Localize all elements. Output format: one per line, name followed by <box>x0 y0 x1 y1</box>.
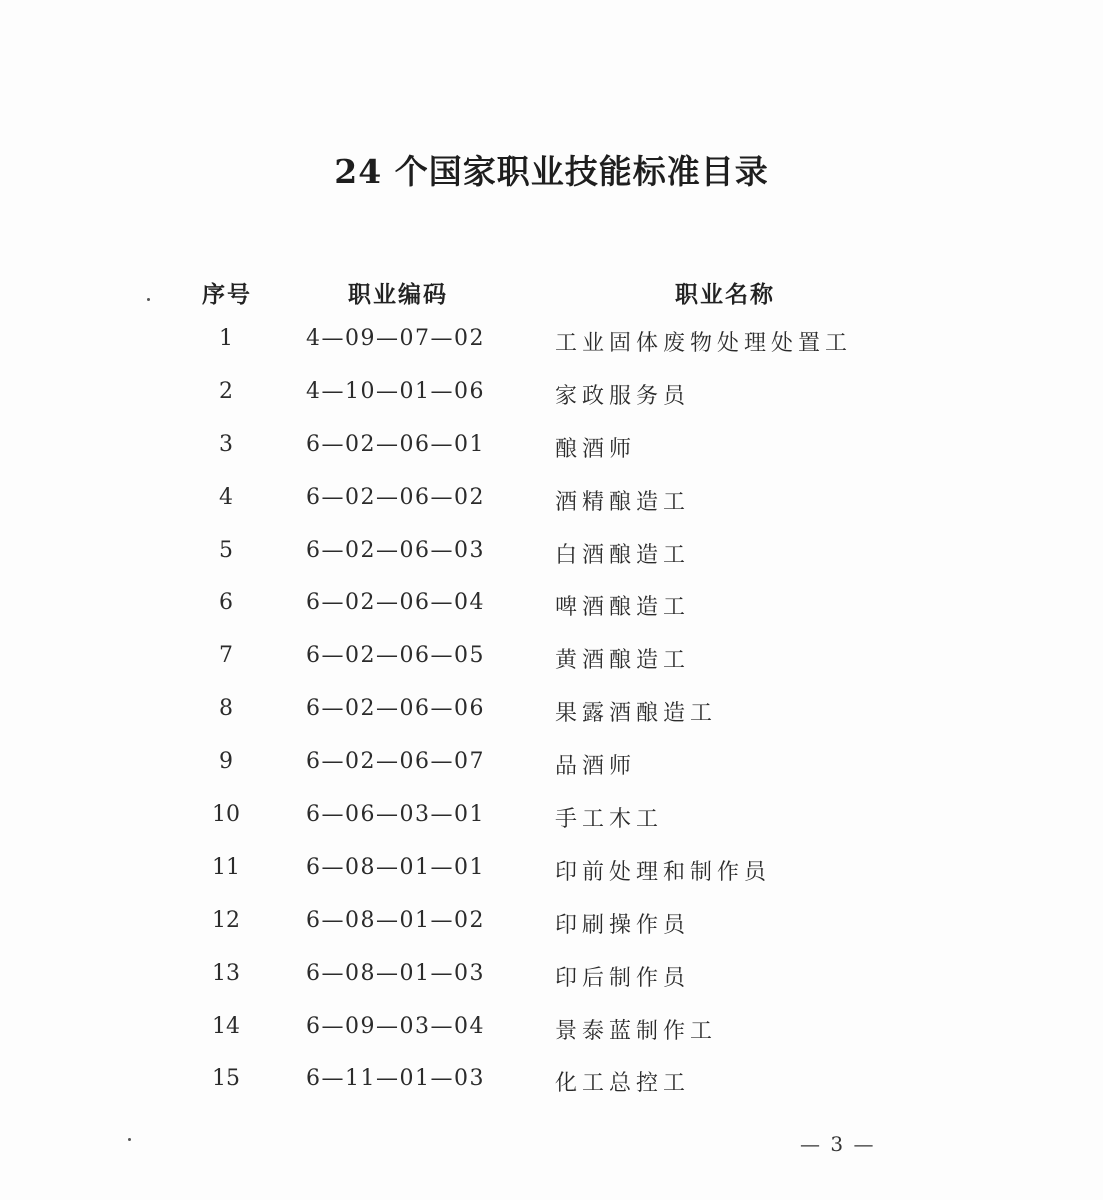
table-row <box>0 379 1103 432</box>
row-seq: 8 <box>219 696 233 722</box>
row-code: 6—08—01—02 <box>306 907 485 933</box>
occupation-table <box>0 326 1103 1119</box>
row-name: 印前处理和制作员 <box>555 859 772 885</box>
table-row <box>0 1014 1103 1067</box>
row-name: 白酒酿造工 <box>555 542 691 568</box>
row-seq: 4 <box>219 484 233 510</box>
row-name: 化工总控工 <box>555 1071 691 1097</box>
table-row <box>0 908 1103 961</box>
row-seq: 3 <box>219 431 233 457</box>
row-code: 6—02—06—03 <box>306 537 485 563</box>
table-row <box>0 696 1103 749</box>
row-name: 工业固体废物处理处置工 <box>555 331 853 356</box>
table-row <box>0 855 1103 908</box>
row-code: 6—02—06—05 <box>306 643 485 669</box>
table-row <box>0 432 1103 485</box>
row-code: 6—02—06—01 <box>306 431 485 457</box>
scan-speck <box>128 1138 131 1141</box>
header-seq: 序号 <box>202 282 252 308</box>
table-row <box>0 802 1103 855</box>
row-name: 景泰蓝制作工 <box>555 1018 718 1044</box>
row-code: 6—11—01—03 <box>306 1066 485 1092</box>
header-name: 职业名称 <box>675 282 775 308</box>
row-code: 6—02—06—06 <box>306 696 485 722</box>
row-name: 印刷操作员 <box>555 912 691 938</box>
row-seq: 12 <box>212 907 240 933</box>
table-row <box>0 643 1103 696</box>
table-row <box>0 326 1103 379</box>
row-code: 6—08—01—01 <box>306 854 485 880</box>
table-row <box>0 485 1103 538</box>
row-seq: 5 <box>219 537 233 563</box>
table-row <box>0 538 1103 591</box>
row-name: 酿酒师 <box>555 436 637 462</box>
row-code: 4—10—01—06 <box>306 378 485 404</box>
page-number: — 3 — <box>800 1132 876 1156</box>
row-name: 品酒师 <box>555 754 637 780</box>
row-name: 印后制作员 <box>555 965 691 991</box>
row-seq: 9 <box>219 749 233 775</box>
scan-speck <box>147 298 150 301</box>
row-seq: 6 <box>219 590 233 616</box>
row-seq: 13 <box>212 960 240 986</box>
row-code: 6—06—03—01 <box>306 802 485 828</box>
row-name: 手工木工 <box>555 807 664 833</box>
row-code: 6—02—06—02 <box>306 484 485 510</box>
row-code: 6—08—01—03 <box>306 960 485 986</box>
table-row <box>0 961 1103 1014</box>
row-name: 酒精酿造工 <box>555 489 691 515</box>
row-seq: 11 <box>212 854 240 880</box>
row-name: 果露酒酿造工 <box>555 701 718 727</box>
row-seq: 7 <box>219 643 233 669</box>
row-seq: 2 <box>219 378 233 404</box>
row-code: 4—09—07—02 <box>306 326 485 351</box>
row-seq: 14 <box>212 1013 240 1039</box>
row-seq: 1 <box>219 326 233 351</box>
row-name: 啤酒酿造工 <box>555 595 691 621</box>
page-title: 24 个国家职业技能标准目录 <box>334 152 769 191</box>
header-code: 职业编码 <box>348 282 448 308</box>
row-name: 家政服务员 <box>555 383 691 409</box>
row-code: 6—09—03—04 <box>306 1013 485 1039</box>
table-row <box>0 590 1103 643</box>
row-code: 6—02—06—07 <box>306 749 485 775</box>
table-row <box>0 749 1103 802</box>
row-code: 6—02—06—04 <box>306 590 485 616</box>
row-name: 黄酒酿造工 <box>555 648 691 674</box>
row-seq: 15 <box>212 1066 240 1092</box>
row-seq: 10 <box>212 802 240 828</box>
table-row <box>0 1066 1103 1119</box>
